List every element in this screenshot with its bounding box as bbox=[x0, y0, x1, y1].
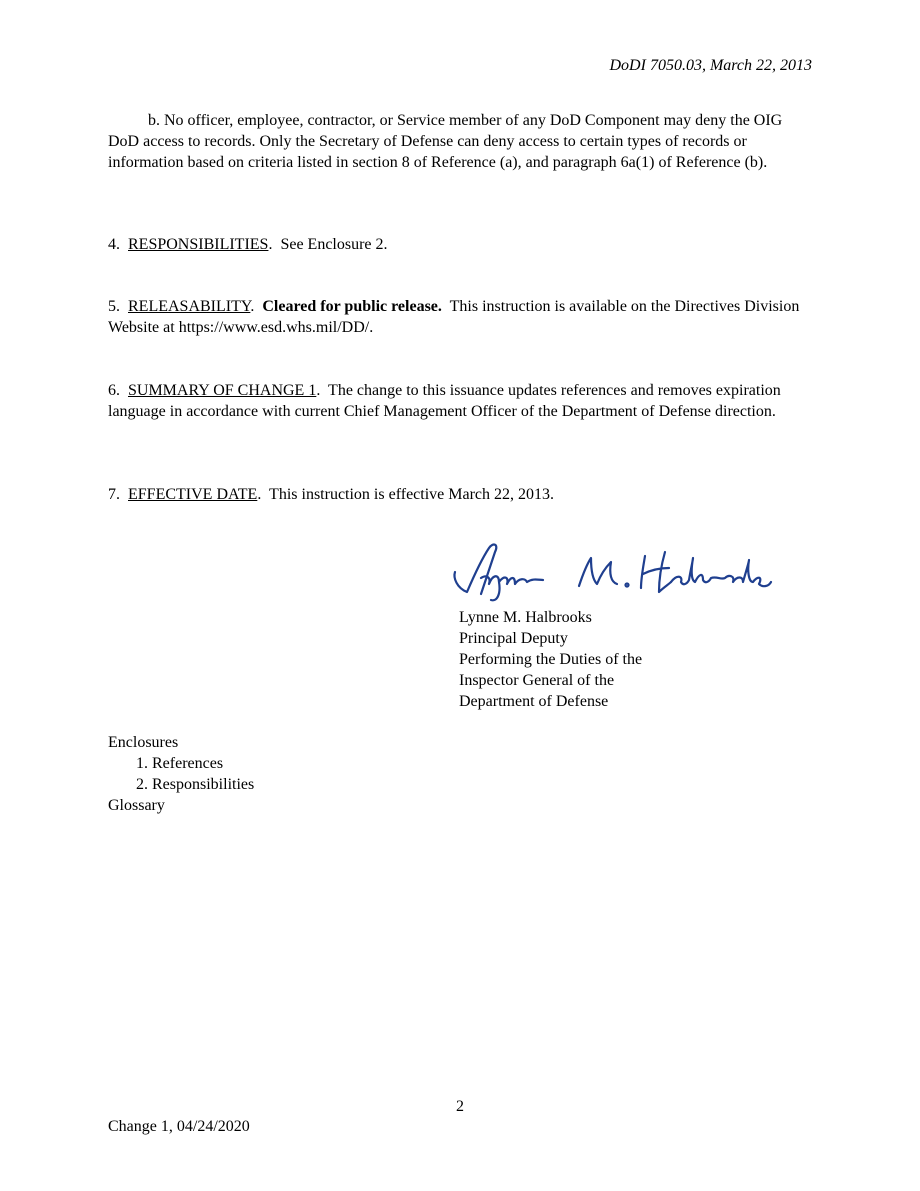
enclosure-item: 1. References bbox=[136, 755, 224, 772]
section-body: See Enclosure 2. bbox=[280, 236, 388, 253]
section-7-effective-date: 7. EFFECTIVE DATE. This instruction is effective March 22, 2013. bbox=[108, 486, 555, 503]
section-number: 7. bbox=[108, 486, 120, 503]
signer-title-line: Inspector General of the bbox=[459, 672, 615, 689]
section-number: 5. bbox=[108, 298, 120, 315]
signer-name: Lynne M. Halbrooks bbox=[459, 609, 592, 626]
release-statement: Cleared for public release. bbox=[262, 298, 442, 315]
page-number: 2 bbox=[456, 1098, 464, 1115]
enclosures-heading: Enclosures bbox=[108, 734, 179, 751]
signer-title-line: Principal Deputy bbox=[459, 630, 568, 647]
section-title: RESPONSIBILITIES bbox=[128, 236, 269, 253]
section-body: This instruction is effective March 22, 2013. bbox=[269, 486, 555, 503]
section-title: EFFECTIVE DATE bbox=[128, 486, 258, 503]
section-6-summary-of-change: 6. SUMMARY OF CHANGE 1. The change to this issuance updates references and removes expiration language in accordance with current Chief Management Officer of the Department of Defense direction. bbox=[108, 382, 781, 420]
document-header: DoDI 7050.03, March 22, 2013 bbox=[609, 57, 812, 74]
signature-block bbox=[459, 607, 642, 712]
section-title: RELEASABILITY bbox=[128, 298, 251, 315]
signer-title-line: Performing the Duties of the bbox=[459, 651, 643, 668]
section-4-responsibilities: 4. RESPONSIBILITIES. See Enclosure 2. bbox=[108, 236, 388, 253]
section-body: This instruction is available on the Directives Division Website at https://www.esd.whs.mil/DD/. bbox=[108, 298, 800, 336]
change-note: Change 1, 04/24/2020 bbox=[108, 1118, 250, 1135]
section-number: 4. bbox=[108, 236, 120, 253]
section-body: The change to this issuance updates references and removes expiration language in accordance with current Chief Management Officer of the Department of Defense direction. bbox=[108, 382, 781, 420]
enclosures-list bbox=[108, 732, 254, 816]
handwritten-signature bbox=[447, 538, 777, 604]
section-title: SUMMARY OF CHANGE 1 bbox=[128, 382, 317, 399]
glossary-label: Glossary bbox=[108, 797, 165, 814]
signer-title-line: Department of Defense bbox=[459, 693, 609, 710]
section-5-releasability: 5. RELEASABILITY. Cleared for public release. This instruction is available on the Directives Division Website at https://www.esd.whs.mil/DD/. bbox=[108, 298, 800, 336]
enclosure-item: 2. Responsibilities bbox=[136, 776, 255, 793]
section-number: 6. bbox=[108, 382, 120, 399]
paragraph-b: b. No officer, employee, contractor, or Service member of any DoD Component may deny the OIG DoD access to records. Only the Secretary of Defense can deny access to certain types of records or information based on criteria listed in section 8 of Reference (a), and paragraph 6a(1) of Reference (b). bbox=[108, 112, 783, 171]
